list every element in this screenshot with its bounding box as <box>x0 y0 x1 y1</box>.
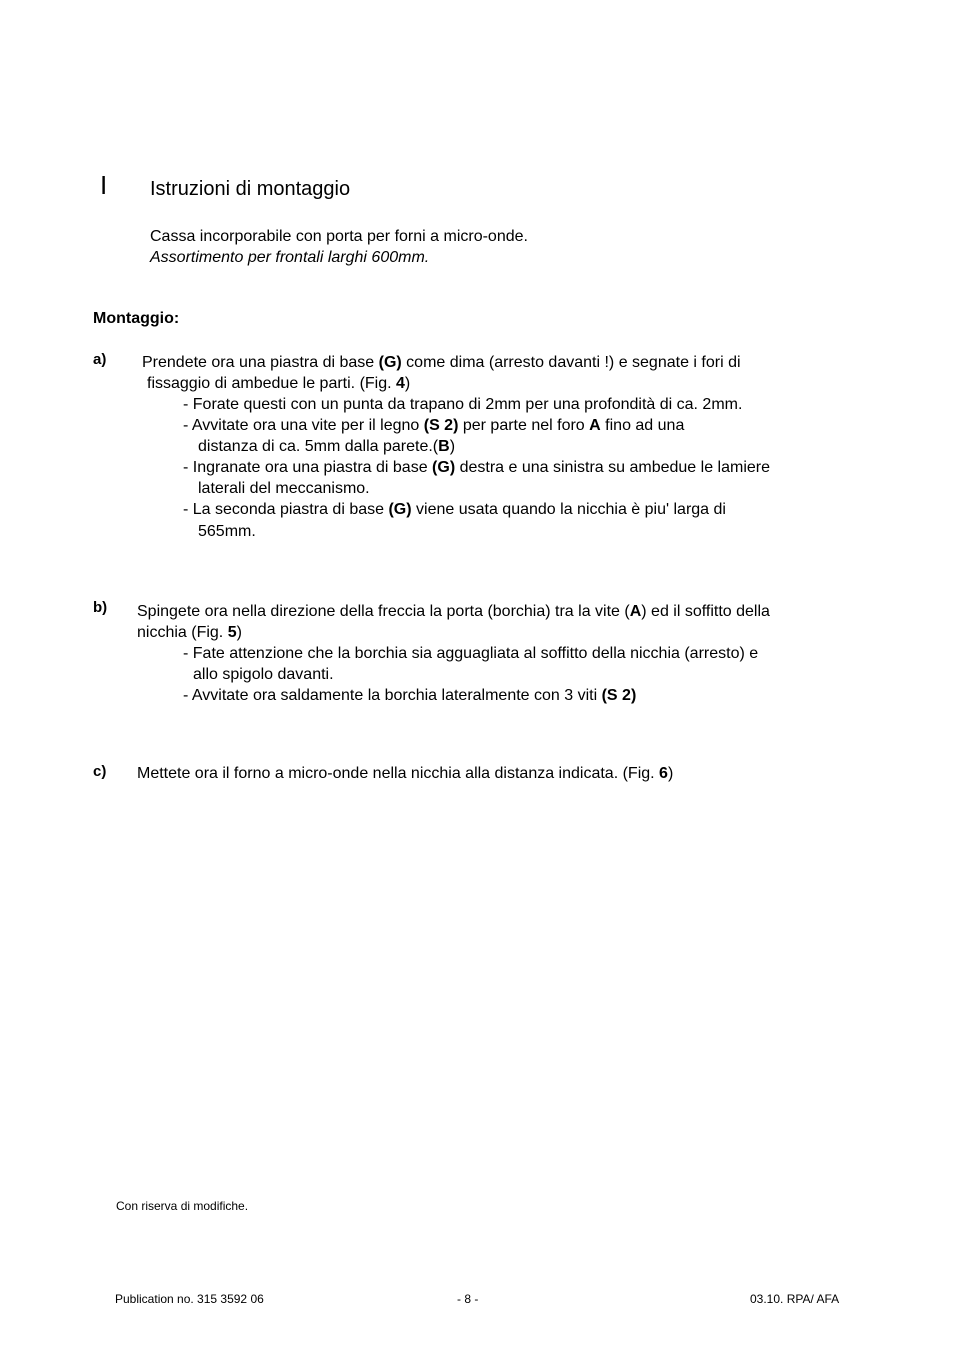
bold-ref: A <box>629 603 642 620</box>
text: destra e una sinistra su ambedue le lamiere <box>455 459 770 476</box>
bold-ref: 5 <box>227 624 237 641</box>
step-c-label: c) <box>93 763 107 780</box>
bold-ref: (G) <box>378 354 402 371</box>
step-b-line-5 <box>183 685 636 706</box>
text: come dima (arresto davanti !) e segnate i fori di <box>401 354 741 371</box>
step-a-label: a) <box>93 351 107 368</box>
language-marker: I <box>100 170 108 200</box>
text: - Avvitate ora saldamente la borchia lateralmente con 3 viti <box>183 687 602 704</box>
bold-ref: (S 2) <box>423 417 459 434</box>
modification-note: Con riserva di modifiche. <box>116 1199 249 1213</box>
footer-publication: Publication no. 315 3592 06 <box>115 1292 264 1306</box>
text: distanza di ca. 5mm dalla parete.( <box>198 438 439 455</box>
text: Mettete ora il forno a micro-onde nella nicchia alla distanza indicata. (Fig. <box>137 765 660 782</box>
step-c-line-1 <box>137 763 673 784</box>
step-a-line-5 <box>198 436 455 457</box>
text: fino ad una <box>600 417 685 434</box>
page-title: Istruzioni di montaggio <box>150 178 351 200</box>
step-b-line-1 <box>137 601 770 622</box>
bold-ref: 6 <box>659 765 668 782</box>
text: fissaggio di ambedue le parti. (Fig. <box>147 375 397 392</box>
step-a-line-8 <box>183 499 726 520</box>
subtitle-block <box>150 226 528 268</box>
step-a-line-4 <box>183 415 684 436</box>
text: - Ingranate ora una piastra di base <box>183 459 433 476</box>
step-a-line-1 <box>142 352 741 373</box>
text: viene usata quando la nicchia è piu' larga di <box>411 501 726 518</box>
text: per parte nel foro <box>458 417 590 434</box>
step-a-line-3: - Forate questi con un punta da trapano di 2mm per una profondità di ca. 2mm. <box>183 396 743 413</box>
text: ) ed il soffitto della <box>641 603 770 620</box>
bold-ref: 4 <box>396 375 405 392</box>
step-b-line-3: - Fate attenzione che la borchia sia agguagliata al soffitto della nicchia (arresto) e <box>183 645 759 662</box>
bold-ref: (G) <box>432 459 456 476</box>
bold-ref: (G) <box>388 501 412 518</box>
step-b-line-4: allo spigolo davanti. <box>193 666 334 683</box>
text: nicchia (Fig. <box>137 624 228 641</box>
bold-ref: A <box>589 417 601 434</box>
text: ) <box>667 765 674 782</box>
footer-page-number: - 8 - <box>457 1292 479 1306</box>
text: ) <box>404 375 411 392</box>
step-a-line-7: laterali del meccanismo. <box>198 480 370 497</box>
footer-code: 03.10. RPA/ AFA <box>750 1292 840 1306</box>
subtitle-italic: Assortimento per frontali larghi 600mm. <box>150 249 430 266</box>
text: - Avvitate ora una vite per il legno <box>183 417 424 434</box>
section-heading: Montaggio: <box>93 310 180 327</box>
bold-ref: (S 2) <box>601 687 637 704</box>
step-b-line-2 <box>137 622 242 643</box>
bold-ref: B <box>438 438 450 455</box>
subtitle: Cassa incorporabile con porta per forni a micro-onde. <box>150 228 528 245</box>
step-a-line-6 <box>183 457 770 478</box>
text: Prendete ora una piastra di base <box>142 354 379 371</box>
text: ) <box>449 438 456 455</box>
text: Spingete ora nella direzione della freccia la porta (borchia) tra la vite ( <box>137 603 630 620</box>
text: - La seconda piastra di base <box>183 501 389 518</box>
step-a-line-9: 565mm. <box>198 523 256 540</box>
step-a-line-2 <box>147 373 410 394</box>
step-b-label: b) <box>93 599 108 616</box>
text: ) <box>236 624 242 641</box>
